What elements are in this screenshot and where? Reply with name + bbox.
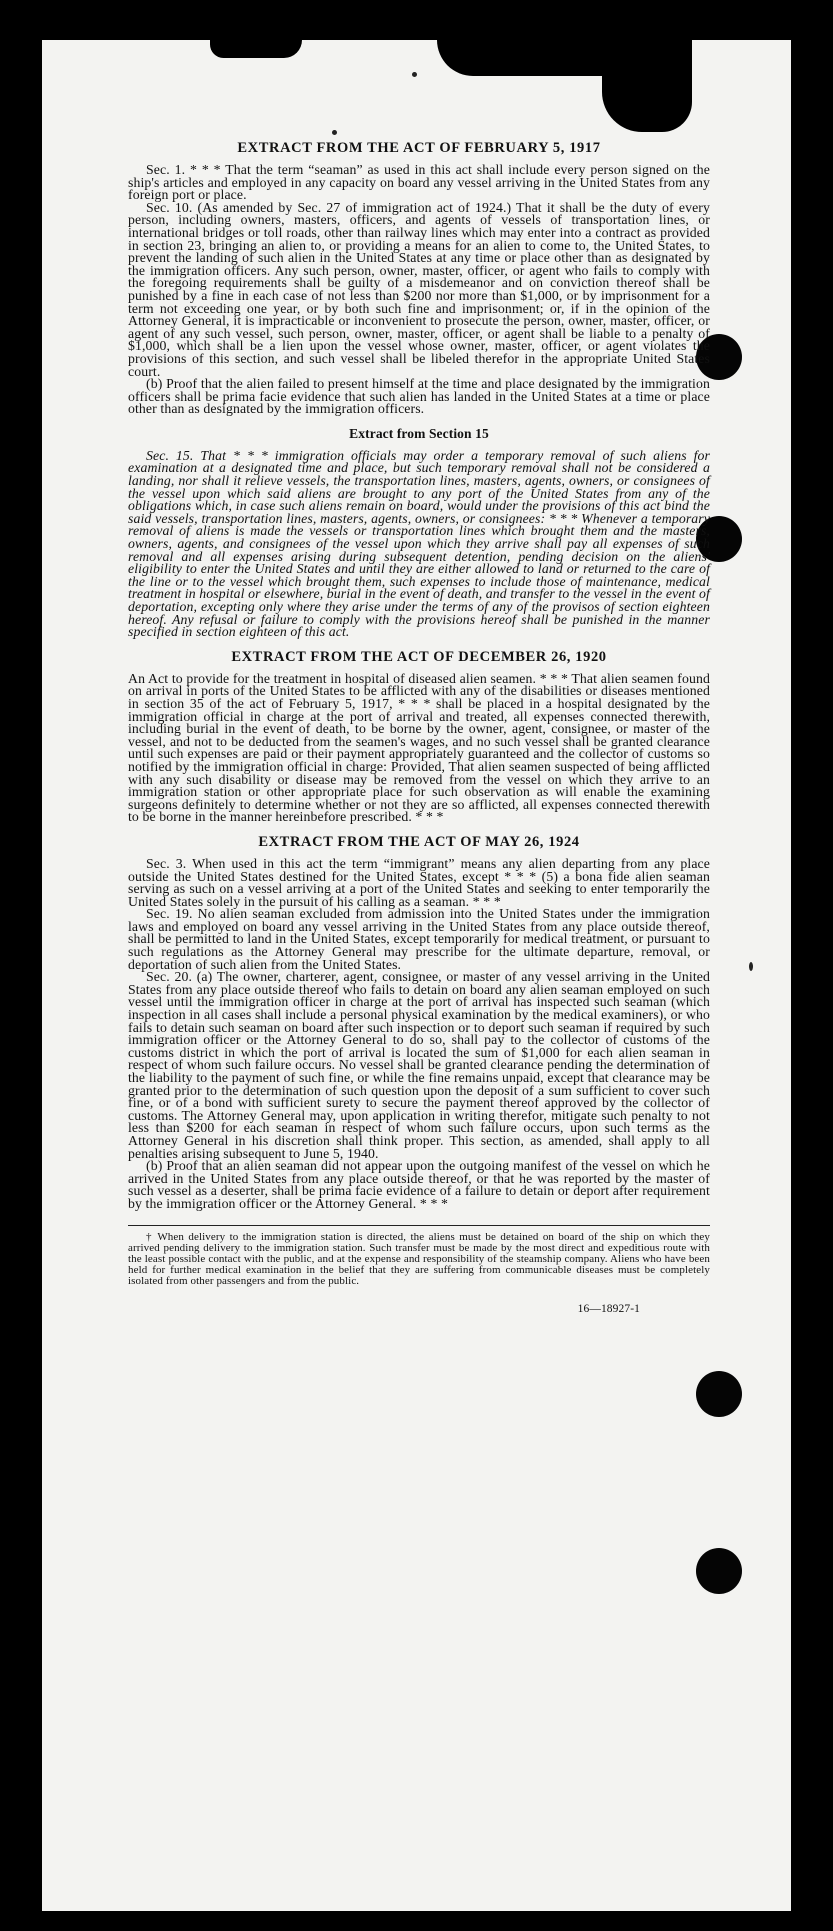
paragraph-act-1920: An Act to provide for the treatment in hospital of diseased alien seamen. * * * That alien seamen found on arrival in ports of the United States to be afflicted with any of the disabilities or diseases mentioned in section 35 of the act of February 5, 1917, * * * shall be placed in a hospital designated by the immigration official in charge at the port of arrival and treated, all expenses connected therewith, including burial in the event of death, to be borne by the owner, agent, consignee, or master of the vessel, and not to be deducted from the seamen's wages, and no such vessel shall be granted clearance until such expenses are paid or their payment appropriately guaranteed and the collector of customs so notified by the immigration official in charge: Provided, That alien seamen suspected of being afflicted with any such disability or disease may be removed from the vessel on which they arrive to an immigration station or other appropriate place for such observation as will enable the examining surgeons definitely to determine whether or not they are so afflicted, all expenses connected therewith to be borne in the manner hereinbefore prescribed. * * * bbox=[128, 670, 710, 825]
speck bbox=[412, 72, 417, 77]
torn-edge bbox=[210, 40, 302, 58]
punch-hole bbox=[696, 1371, 742, 1417]
torn-edge bbox=[602, 40, 692, 132]
paragraph-sec-20: Sec. 20. (a) The owner, charterer, agent, consignee, or master of any vessel arriving in the United States from any place outside thereof who fails to detain on board any alien seaman employed on such vessel until the immigration officer in charge at the port of arrival has inspected such seaman (which inspection in all cases shall include a personal physical examination by the medical examiners), or who fails to detain such seaman on board after such inspection or to deport such seaman if required by such immigration officer or the Attorney General to do so, shall pay to the collector of customs of the customs district in which the port of arrival is located the sum of $1,000 for each alien seaman in respect of whom such failure occurs. No vessel shall be granted clearance pending the determination of the liability to the payment of such fine, or while the fine remains unpaid, except that clearance may be granted prior to the determination of such question upon the deposit of a sum sufficient to cover such fine, or of a bond with sufficient surety to secure the payment thereof approved by the collector of customs. The Attorney General may, upon application in writing therefor, mitigate such penalty to not less than $200 for each seaman in respect of whom such failure occurs, upon such terms as the Attorney General in his discretion shall think proper. This section, as amended, shall apply to all penalties arising subsequent to June 5, 1940. bbox=[128, 969, 710, 1161]
paragraph-proof-b: (b) Proof that the alien failed to present himself at the time and place designated by the immigration officers shall be prima facie evidence that such alien has landed in the United States at a time or place other than as designated by the immigration officers. bbox=[128, 376, 710, 417]
paragraph-sec-20-b: (b) Proof that an alien seaman did not appear upon the outgoing manifest of the vessel on which he arrived in the United States from any place outside thereof, or that he was reported by the master of such vessel as a deserter, shall be prima facie evidence of a failure to detain or deport after requirement by the immigration officer or the Attorney General. * * * bbox=[128, 1158, 710, 1211]
speck bbox=[332, 130, 337, 135]
form-code: 16—18927-1 bbox=[577, 1302, 640, 1315]
footnote-divider bbox=[128, 1225, 710, 1226]
heading-act-1924: EXTRACT FROM THE ACT OF MAY 26, 1924 bbox=[258, 833, 580, 850]
paragraph-sec-15: Sec. 15. That * * * immigration officials may order a temporary removal of such aliens for examination at a designated time and place, but such temporary removal shall not be considered a landing, nor shall it relieve vessels, the transportation lines, masters, agents, owners, or consignees of the vessel upon which said aliens are brought to any port of the United States from any of the obligations which, in case such aliens remain on board, would under the provisions of this act bind the said vessels, transportation lines, masters, agents, owners, or consignees: * * * Whenever a temporary removal of aliens is made the vessels or transportation lines which brought them and the masters, owners, agents, and consignees of the vessel upon which they arrive shall pay all expenses of such removal and all expenses arising during subsequent detention, pending decision on the aliens' eligibility to enter the United States and until they are either allowed to land or returned to the care of the line or to the vessel which brought them, such expenses to include those of maintenance, medical treatment in hospital or elsewhere, burial in the event of death, and transfer to the vessel in the event of deportation, excepting only where they arise under the terms of any of the provisos of section eighteen hereof. Any refusal or failure to comply with the provisions hereof shall be punished in the manner specified in section eighteen of this act. bbox=[128, 447, 710, 640]
paragraph-sec-1: Sec. 1. * * * That the term “seaman” as used in this act shall include every person signed on the ship's articles and employed in any capacity on board any vessel arriving in the United States from any foreign port or place. bbox=[128, 162, 710, 203]
paragraph-sec-3: Sec. 3. When used in this act the term “immigrant” means any alien departing from any place outside the United States destined for the United States, except * * * (5) a bona fide alien seaman serving as such on a vessel arriving at a port of the United States and seeking to enter temporarily the United States solely in the pursuit of his calling as a seaman. * * * bbox=[128, 855, 710, 909]
speck bbox=[749, 962, 753, 971]
document-body bbox=[128, 140, 710, 1315]
paragraph-sec-10: Sec. 10. (As amended by Sec. 27 of immigration act of 1924.) That it shall be the duty of every person, including owners, masters, officers, and agents of vessels of transportation lines, or international bridges or toll roads, other than railway lines which may enter into a contract as provided in section 23, bringing an alien to, or providing a means for an alien to come to, the United States, to prevent the landing of such alien in the United States at any time or place other than as designated by the immigration officers. Any such person, owner, master, officer, or agent who fails to comply with the foregoing requirements shall be guilty of a misdemeanor and on conviction thereof shall be punished by a fine in each case of not less than $200 nor more than $1,000, or by imprisonment for a term not exceeding one year, or by both such fine and imprisonment; or, if in the opinion of the Attorney General, it is impracticable or inconvenient to prosecute the person, owner, master, officer, or agent of any such vessel, such person, owner, master, officer, or agent shall be liable to a penalty of $1,000, which shall be a lien upon the vessel whose owner, master, officer, or agent violates the provisions of this section, and such vessel shall be libeled therefor in the appropriate United States court. bbox=[128, 199, 710, 379]
document-page bbox=[42, 40, 791, 1911]
footnote: † When delivery to the immigration station is directed, the aliens must be detained on board of the ship on which they arrived pending delivery to the immigration station. Such transfer must be made by the most direct and expeditious route with the least possible contact with the public, and at the expense and responsibility of the steamship company. Aliens who have been held for further medical examination in the belief that they are suffering from communicable diseases must be completely isolated from other passengers and from the public. bbox=[128, 1230, 710, 1287]
paragraph-sec-19: Sec. 19. No alien seaman excluded from admission into the United States under the immigration laws and employed on board any vessel arriving in the United States from any place outside thereof, shall be permitted to land in the United States, except temporarily for medical treatment, or pursuant to such regulations as the Attorney General may prescribe for the ultimate departure, removal, or deportation of such alien from the United States. bbox=[128, 906, 710, 972]
heading-section-15: Extract from Section 15 bbox=[349, 425, 489, 441]
heading-act-1917: EXTRACT FROM THE ACT OF FEBRUARY 5, 1917 bbox=[237, 140, 601, 156]
heading-act-1920: EXTRACT FROM THE ACT OF DECEMBER 26, 1920 bbox=[231, 648, 607, 665]
punch-hole bbox=[696, 1548, 742, 1594]
